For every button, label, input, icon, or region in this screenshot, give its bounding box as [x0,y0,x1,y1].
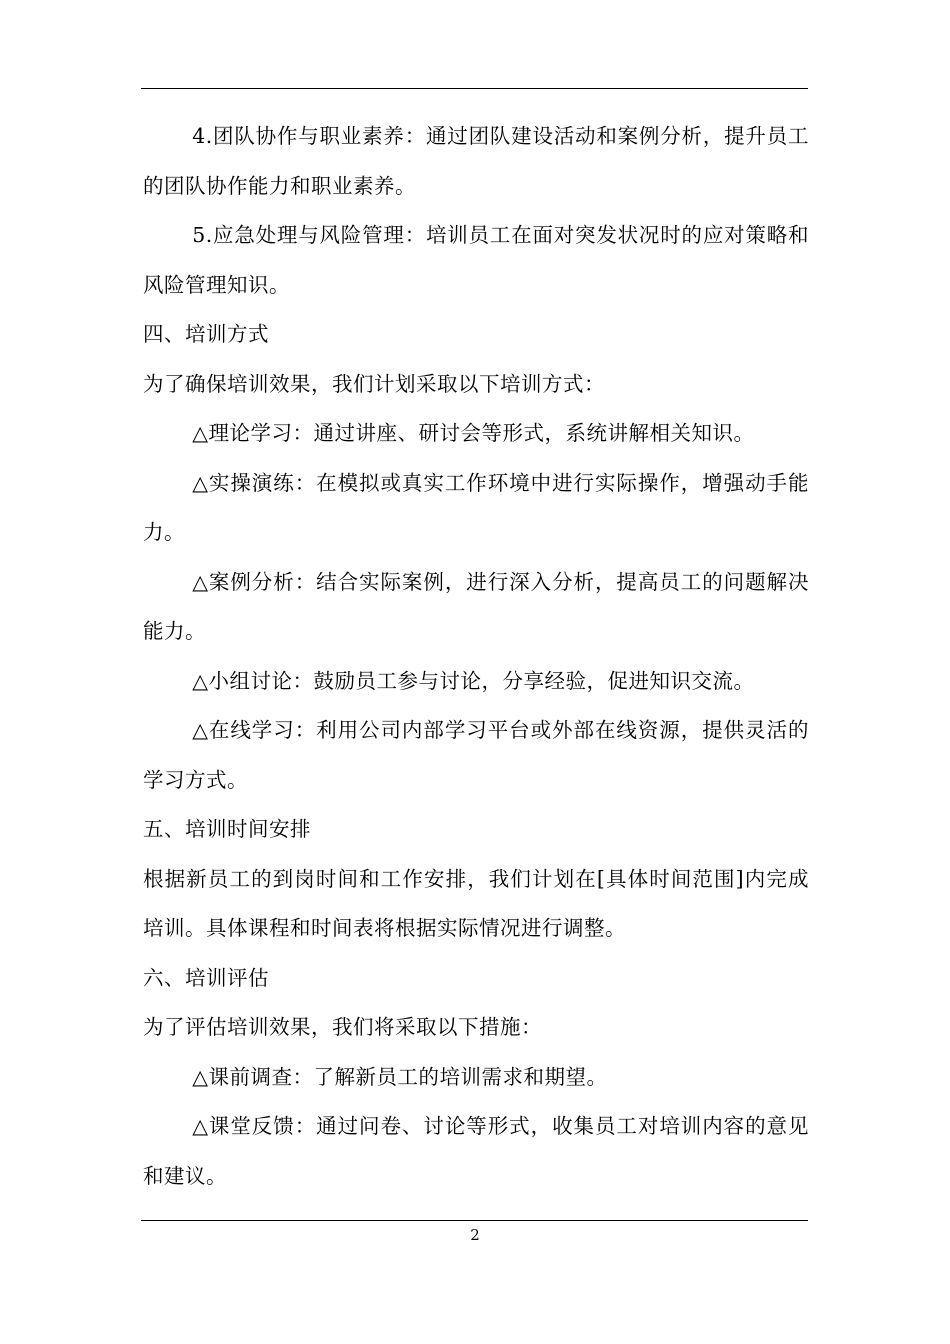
list-item-emergency: 5.应急处理与风险管理：培训员工在面对突发状况时的应对策略和风险管理知识。 [143,223,809,297]
list-item-feedback: △课堂反馈：通过问卷、讨论等形式，收集员工对培训内容的意见和建议。 [143,1114,809,1188]
section-heading-schedule: 五、培训时间安排 [143,817,311,841]
list-item-theory: △理论学习：通过讲座、研讨会等形式，系统讲解相关知识。 [192,421,755,445]
section-heading-evaluation: 六、培训评估 [143,965,269,990]
section-heading-training-methods: 四、培训方式 [143,322,269,346]
body-paragraph-evaluation-intro: 为了评估培训效果，我们将采取以下措施： [143,1015,542,1039]
body-paragraph-methods-intro: 为了确保培训效果，我们计划采取以下培训方式： [143,371,605,396]
list-item-teamwork: 4.团队协作与职业素养：通过团队建设活动和案例分析，提升员工的团队协作能力和职业素养。 [143,124,809,198]
footer-rule [141,1220,808,1221]
list-item-practice: △实操演练：在模拟或真实工作环境中进行实际操作，增强动手能力。 [143,470,809,544]
list-item-pre-survey: △课前调查：了解新员工的培训需求和期望。 [192,1064,608,1089]
header-rule [141,88,808,89]
list-item-case-study: △案例分析：结合实际案例，进行深入分析，提高员工的问题解决能力。 [143,569,809,643]
document-body [143,112,809,1201]
page-number: 2 [470,1226,480,1244]
body-paragraph-schedule: 根据新员工的到岗时间和工作安排，我们计划在[具体时间范围]内完成培训。具体课程和时间表将根据实际情况进行调整。 [143,866,809,940]
list-item-group-discussion: △小组讨论：鼓励员工参与讨论，分享经验，促进知识交流。 [192,668,755,693]
list-item-online-learning: △在线学习：利用公司内部学习平台或外部在线资源，提供灵活的学习方式。 [143,718,809,792]
